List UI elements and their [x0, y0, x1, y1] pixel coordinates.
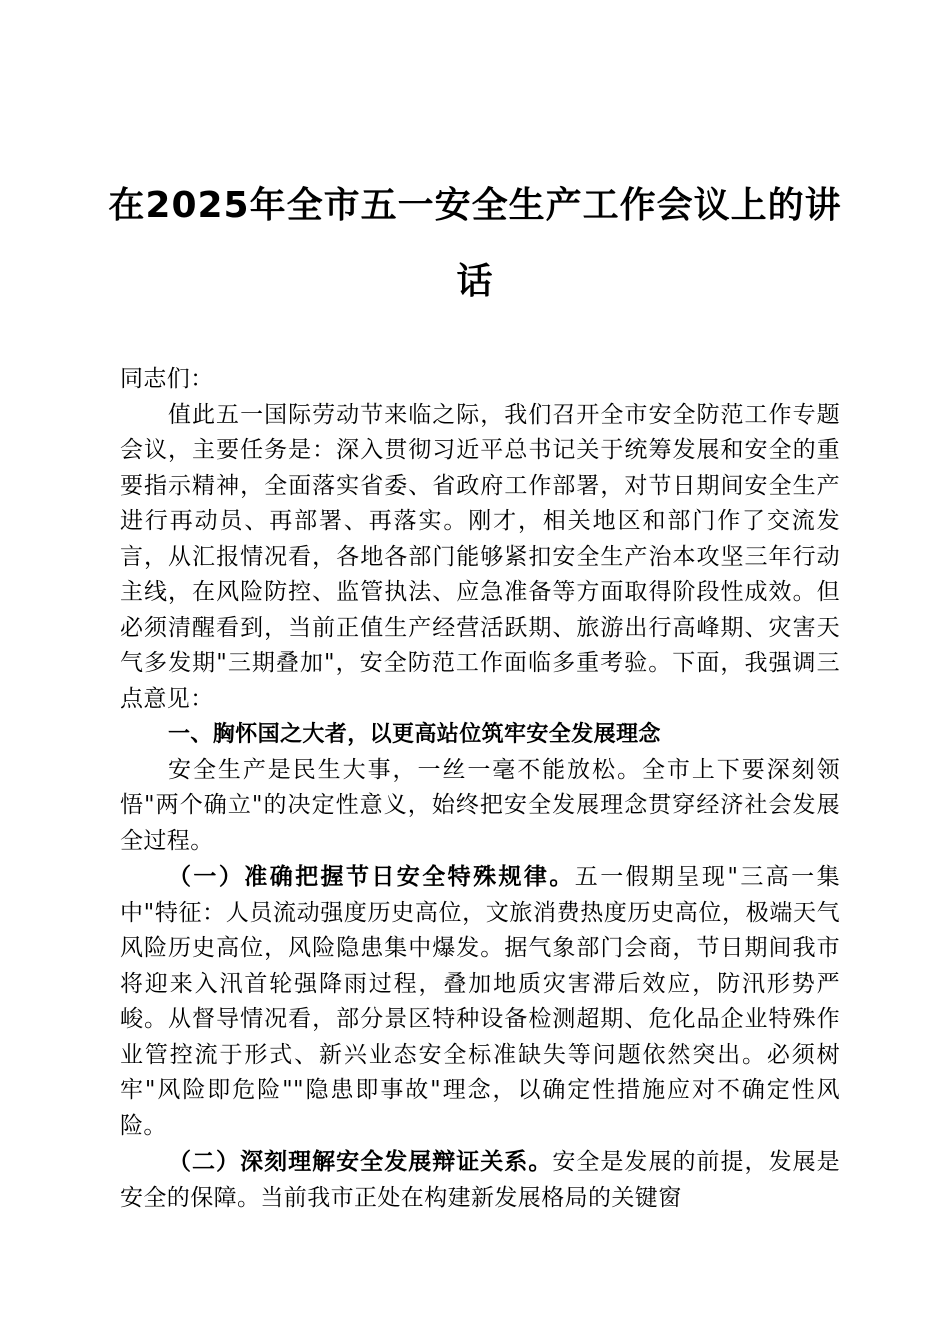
section-1-paragraph: 安全生产是民生大事，一丝一毫不能放松。全市上下要深刻领悟"两个确立"的决定性意义，始终把安全发展理念贯穿经济社会发展全过程。 [120, 756, 840, 854]
salutation: 同志们： [120, 366, 214, 392]
subsection-1-paragraph [120, 859, 840, 1144]
document-body [120, 362, 840, 1216]
subsection-2-text: 安全是发展的前提，发展是安全的保障。当前我市正处在构建新发展格局的关键窗 [120, 1149, 840, 1211]
section-heading-1: 一、胸怀国之大者，以更高站位筑牢安全发展理念 [168, 722, 661, 747]
subsection-heading-2: （二）深刻理解安全发展辩证关系。 [168, 1148, 553, 1175]
document-title: 在2025年全市五一安全生产工作会议上的讲话 [108, 185, 842, 302]
subsection-heading-1: （一）准确把握节日安全特殊规律。 [168, 863, 575, 890]
subsection-2-paragraph [120, 1144, 840, 1216]
intro-paragraph: 值此五一国际劳动节来临之际，我们召开全市安全防范工作专题会议，主要任务是：深入贯彻习近平总书记关于统筹发展和安全的重要指示精神，全面落实省委、省政府工作部署，对节日期间安全生产进行再动员、再部署、再落实。刚才，相关地区和部门作了交流发言，从汇报情况看，各地各部门能够紧扣安全生产治本攻坚三年行动主线，在风险防控、监管执法、应急准备等方面取得阶段性成效。但必须清醒看到，当前正值生产经营活跃期、旅游出行高峰期、灾害天气多发期"三期叠加"，安全防范工作面临多重考验。下面，我强调三点意见： [120, 401, 840, 712]
subsection-1-text: 五一假期呈现"三高一集中"特征：人员流动强度历史高位，文旅消费热度历史高位，极端天气风险历史高位，风险隐患集中爆发。据气象部门会商，节日期间我市将迎来入汛首轮强降雨过程，叠加地质灾害滞后效应，防汛形势严峻。从督导情况看，部分景区特种设备检测超期、危化品企业特殊作业管控流于形式、新兴业态安全标准缺失等问题依然突出。必须树牢"风险即危险""隐患即事故"理念，以确定性措施应对不确定性风险。 [120, 864, 840, 1139]
